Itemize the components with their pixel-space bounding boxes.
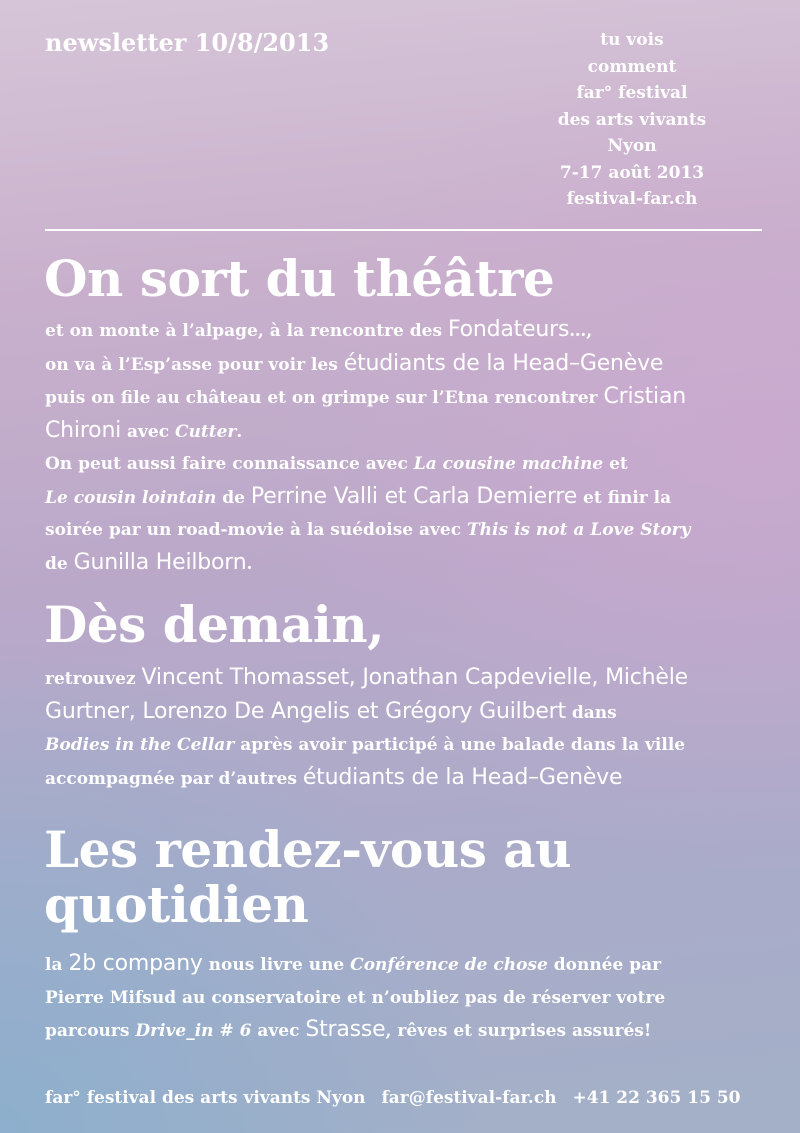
paragraph-line <box>45 729 765 762</box>
footer-phone: +41 22 365 15 50 <box>572 1088 741 1108</box>
body-text: retrouvez <box>45 669 142 689</box>
name-text: étudiants de la Head–Genève <box>343 350 664 376</box>
body-text: avec <box>121 421 176 442</box>
name-text: Strasse <box>305 1017 386 1042</box>
body-text: parcours <box>45 1021 136 1041</box>
paragraph-line <box>45 696 765 730</box>
body-text: avec <box>251 1021 306 1041</box>
section-body-theatre <box>45 314 765 580</box>
section-body-rendez-vous <box>45 948 765 1048</box>
section-title-des-demain: Dès demain, <box>44 595 385 654</box>
section-title-rendez-vous-line1: Les rendez-vous au <box>44 820 572 879</box>
festival-info-line: 7-17 août 2013 <box>559 162 705 183</box>
body-text: . <box>236 421 243 442</box>
paragraph-line <box>45 348 765 382</box>
title-italic-text: Bodies in the Cellar <box>45 735 235 755</box>
body-text: et on monte à l’alpage, à la rencontre des <box>45 321 448 341</box>
paragraph-line <box>45 415 765 449</box>
body-text: de <box>216 487 251 508</box>
name-text: Fondateurs <box>447 317 570 342</box>
body-text: après avoir participé à une balade dans la ville <box>234 735 686 755</box>
festival-info-line: des arts vivants <box>557 109 707 130</box>
paragraph-line <box>45 381 765 415</box>
name-text: Vincent Thomasset, Jonathan Capdevielle, Michèle <box>141 665 688 690</box>
footer-contact <box>45 1088 751 1108</box>
body-text: Pierre Mifsud au conservatoire et n’oubliez pas de réserver votre <box>45 987 666 1008</box>
name-text: 2b company <box>68 951 203 976</box>
festival-info-block <box>522 27 742 213</box>
footer-email-link[interactable]: far@festival-far.ch <box>381 1088 557 1108</box>
paragraph-line <box>45 982 765 1015</box>
paragraph-line <box>45 1014 765 1048</box>
name-text: Cristian <box>603 384 686 409</box>
name-text: Chironi <box>45 417 122 443</box>
title-italic-text: La cousine machine <box>413 454 604 474</box>
body-text: donnée par <box>547 955 662 975</box>
title-italic-text: Conférence de chose <box>350 955 548 975</box>
body-text: . <box>246 553 253 574</box>
paragraph-line <box>45 314 765 348</box>
title-italic-text: This is not a Love Story <box>466 520 691 540</box>
paragraph-line <box>45 762 765 796</box>
section-body-des-demain <box>45 662 765 795</box>
body-text: la <box>45 955 69 975</box>
body-text: soirée par un road-movie à la suédoise avec <box>45 520 467 540</box>
body-text: On peut aussi faire connaissance avec <box>45 454 414 474</box>
name-text: Gurtner, Lorenzo De Angelis et Grégory Guilbert <box>45 698 566 724</box>
body-text: puis on file au château et on grimpe sur l’Etna rencontrer <box>45 388 604 408</box>
body-text: …, <box>569 321 593 341</box>
title-italic-text: Drive_in # 6 <box>135 1021 252 1041</box>
title-italic-text: Cutter <box>175 421 237 442</box>
body-text: et <box>603 454 628 474</box>
body-text: de <box>45 553 74 574</box>
festival-info-line: festival-far.ch <box>566 189 698 209</box>
festival-info-line: comment <box>587 56 677 77</box>
paragraph-line <box>45 481 765 515</box>
name-text: étudiants de la Head–Genève <box>302 764 623 790</box>
body-text: nous livre une <box>202 955 351 975</box>
festival-info-line: Nyon <box>607 136 657 156</box>
body-text: dans <box>565 702 617 723</box>
header-divider <box>45 229 762 231</box>
section-title-rendez-vous-line2: quotidien <box>44 875 309 934</box>
body-text: on va à l’Esp’asse pour voir les <box>45 354 344 375</box>
title-italic-text: Le cousin lointain <box>45 487 217 508</box>
body-text: et finir la <box>577 487 672 508</box>
name-text: Gunilla Heilborn <box>73 549 247 575</box>
festival-info-line: far° festival <box>576 83 688 103</box>
section-title-theatre: On sort du théâtre <box>44 249 555 308</box>
body-text: , rêves et surprises assurés! <box>385 1021 652 1041</box>
paragraph-line <box>45 547 765 581</box>
paragraph-line <box>45 448 765 481</box>
paragraph-line <box>45 662 765 696</box>
name-text: Perrine Valli et Carla Demierre <box>250 483 578 509</box>
body-text: accompagnée par d’autres <box>45 768 303 789</box>
paragraph-line <box>45 948 765 982</box>
newsletter-date-title: newsletter 10/8/2013 <box>45 28 330 57</box>
festival-info-line: tu vois <box>600 30 664 50</box>
footer-org: far° festival des arts vivants Nyon <box>45 1088 366 1108</box>
paragraph-line <box>45 514 765 547</box>
